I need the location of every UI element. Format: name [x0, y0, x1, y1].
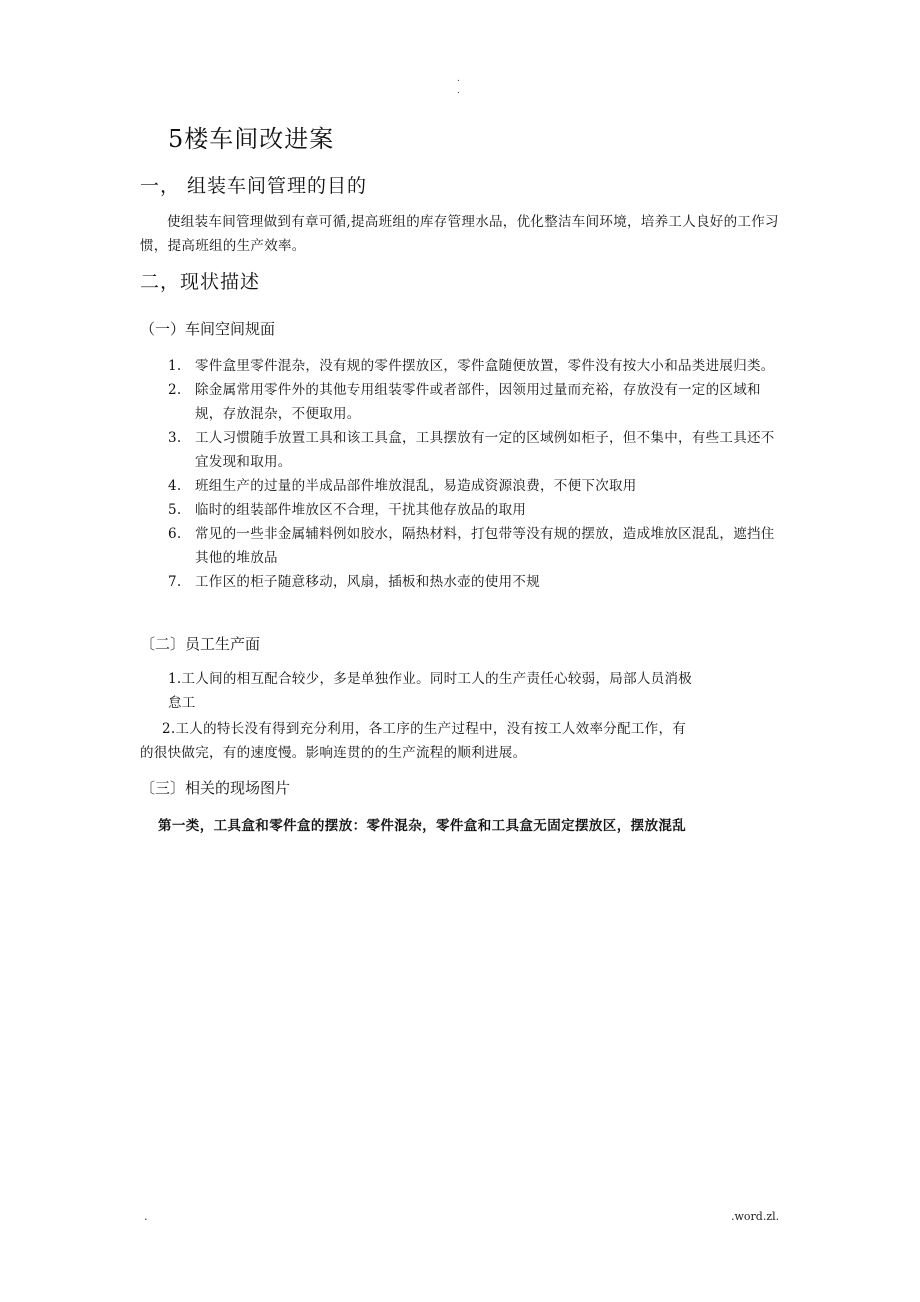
- list-item-text: 零件盒里零件混杂，没有规的零件摆放区，零件盒随便放置，零件没有按大小和品类进展归类。: [195, 358, 775, 374]
- header-dot: .: [457, 74, 460, 84]
- staff-point-2: [162, 717, 782, 741]
- list-item-text: 工人习惯随手放置工具和该工具盒，工具摆放有一定的区域例如柜子，但不集中，有些工具还不宜发现和取用。: [195, 430, 775, 470]
- staff-point-2-line2: 的很快做完，有的速度慢。影响连贯的的生产流程的顺利进展。: [140, 745, 527, 761]
- subsection1-heading: （一）车间空间规面: [140, 320, 276, 338]
- list-item-number: 4.: [168, 478, 182, 494]
- section1-heading: 一， 组装车间管理的目的: [140, 175, 368, 197]
- subsection2-heading: 〔二〕员工生产面: [140, 635, 261, 653]
- header-dot: .: [457, 86, 460, 96]
- list-item: [168, 498, 784, 522]
- section1-paragraph: 使组装车间管理做到有章可循,提高班组的库存管理水品，优化整洁车间环境，培养工人良好的工作习惯，提高班组的生产效率。: [140, 214, 779, 254]
- subsection3-heading: 〔三〕相关的现场图片: [140, 779, 291, 797]
- list-item-text: 工作区的柜子随意移动，风扇，插板和热水壶的使用不规: [195, 574, 540, 590]
- footer-watermark: .word.zl.: [731, 1210, 780, 1223]
- list-item: [168, 570, 784, 594]
- list-item-number: 6.: [168, 526, 182, 542]
- photo-category-1: 第一类，工具盒和零件盒的摆放：零件混杂，零件盒和工具盒无固定摆放区，摆放混乱: [158, 818, 687, 834]
- list-item: [168, 474, 784, 498]
- staff-point-1-line2: 怠工: [168, 695, 196, 711]
- list-item-text: 临时的组装部件堆放区不合理，干扰其他存放品的取用: [195, 502, 527, 518]
- list-item-text: 除金属常用零件外的其他专用组装零件或者部件，因领用过量而充裕，存放没有一定的区域和规，存放混杂，不便取用。: [195, 382, 761, 422]
- page-title: 5楼车间改进案: [168, 125, 335, 153]
- list-item-number: 2.: [168, 382, 182, 398]
- list-item: [168, 354, 784, 378]
- staff-point-2-cont: [140, 741, 782, 765]
- staff-point-1-line1: 1.工人间的相互配合较少，多是单独作业。同时工人的生产责任心较弱，局部人员消极: [168, 671, 693, 687]
- list-item-text: 常见的一些非金属辅料例如胶水，隔热材料，打包带等没有规的摆放，造成堆放区混乱，遮挡住其他的堆放品: [195, 526, 775, 566]
- list-item: [168, 426, 784, 474]
- issue-list: [168, 354, 784, 594]
- staff-point-2-line1: 2.工人的特长没有得到充分利用，各工序的生产过程中，没有按工人效率分配工作，有: [162, 721, 687, 737]
- list-item: [168, 378, 784, 426]
- footer-dot: .: [144, 1210, 148, 1223]
- section2-heading: 二，现状描述: [140, 271, 261, 293]
- list-item-number: 7.: [168, 574, 182, 590]
- staff-point-1: [168, 667, 782, 691]
- list-item-number: 3.: [168, 430, 182, 446]
- staff-point-1-cont: [168, 691, 782, 715]
- list-item-text: 班组生产的过量的半成品部件堆放混乱，易造成资源浪费，不便下次取用: [195, 478, 637, 494]
- list-item-number: 1.: [168, 358, 182, 374]
- list-item-number: 5.: [168, 502, 182, 518]
- list-item: [168, 522, 784, 570]
